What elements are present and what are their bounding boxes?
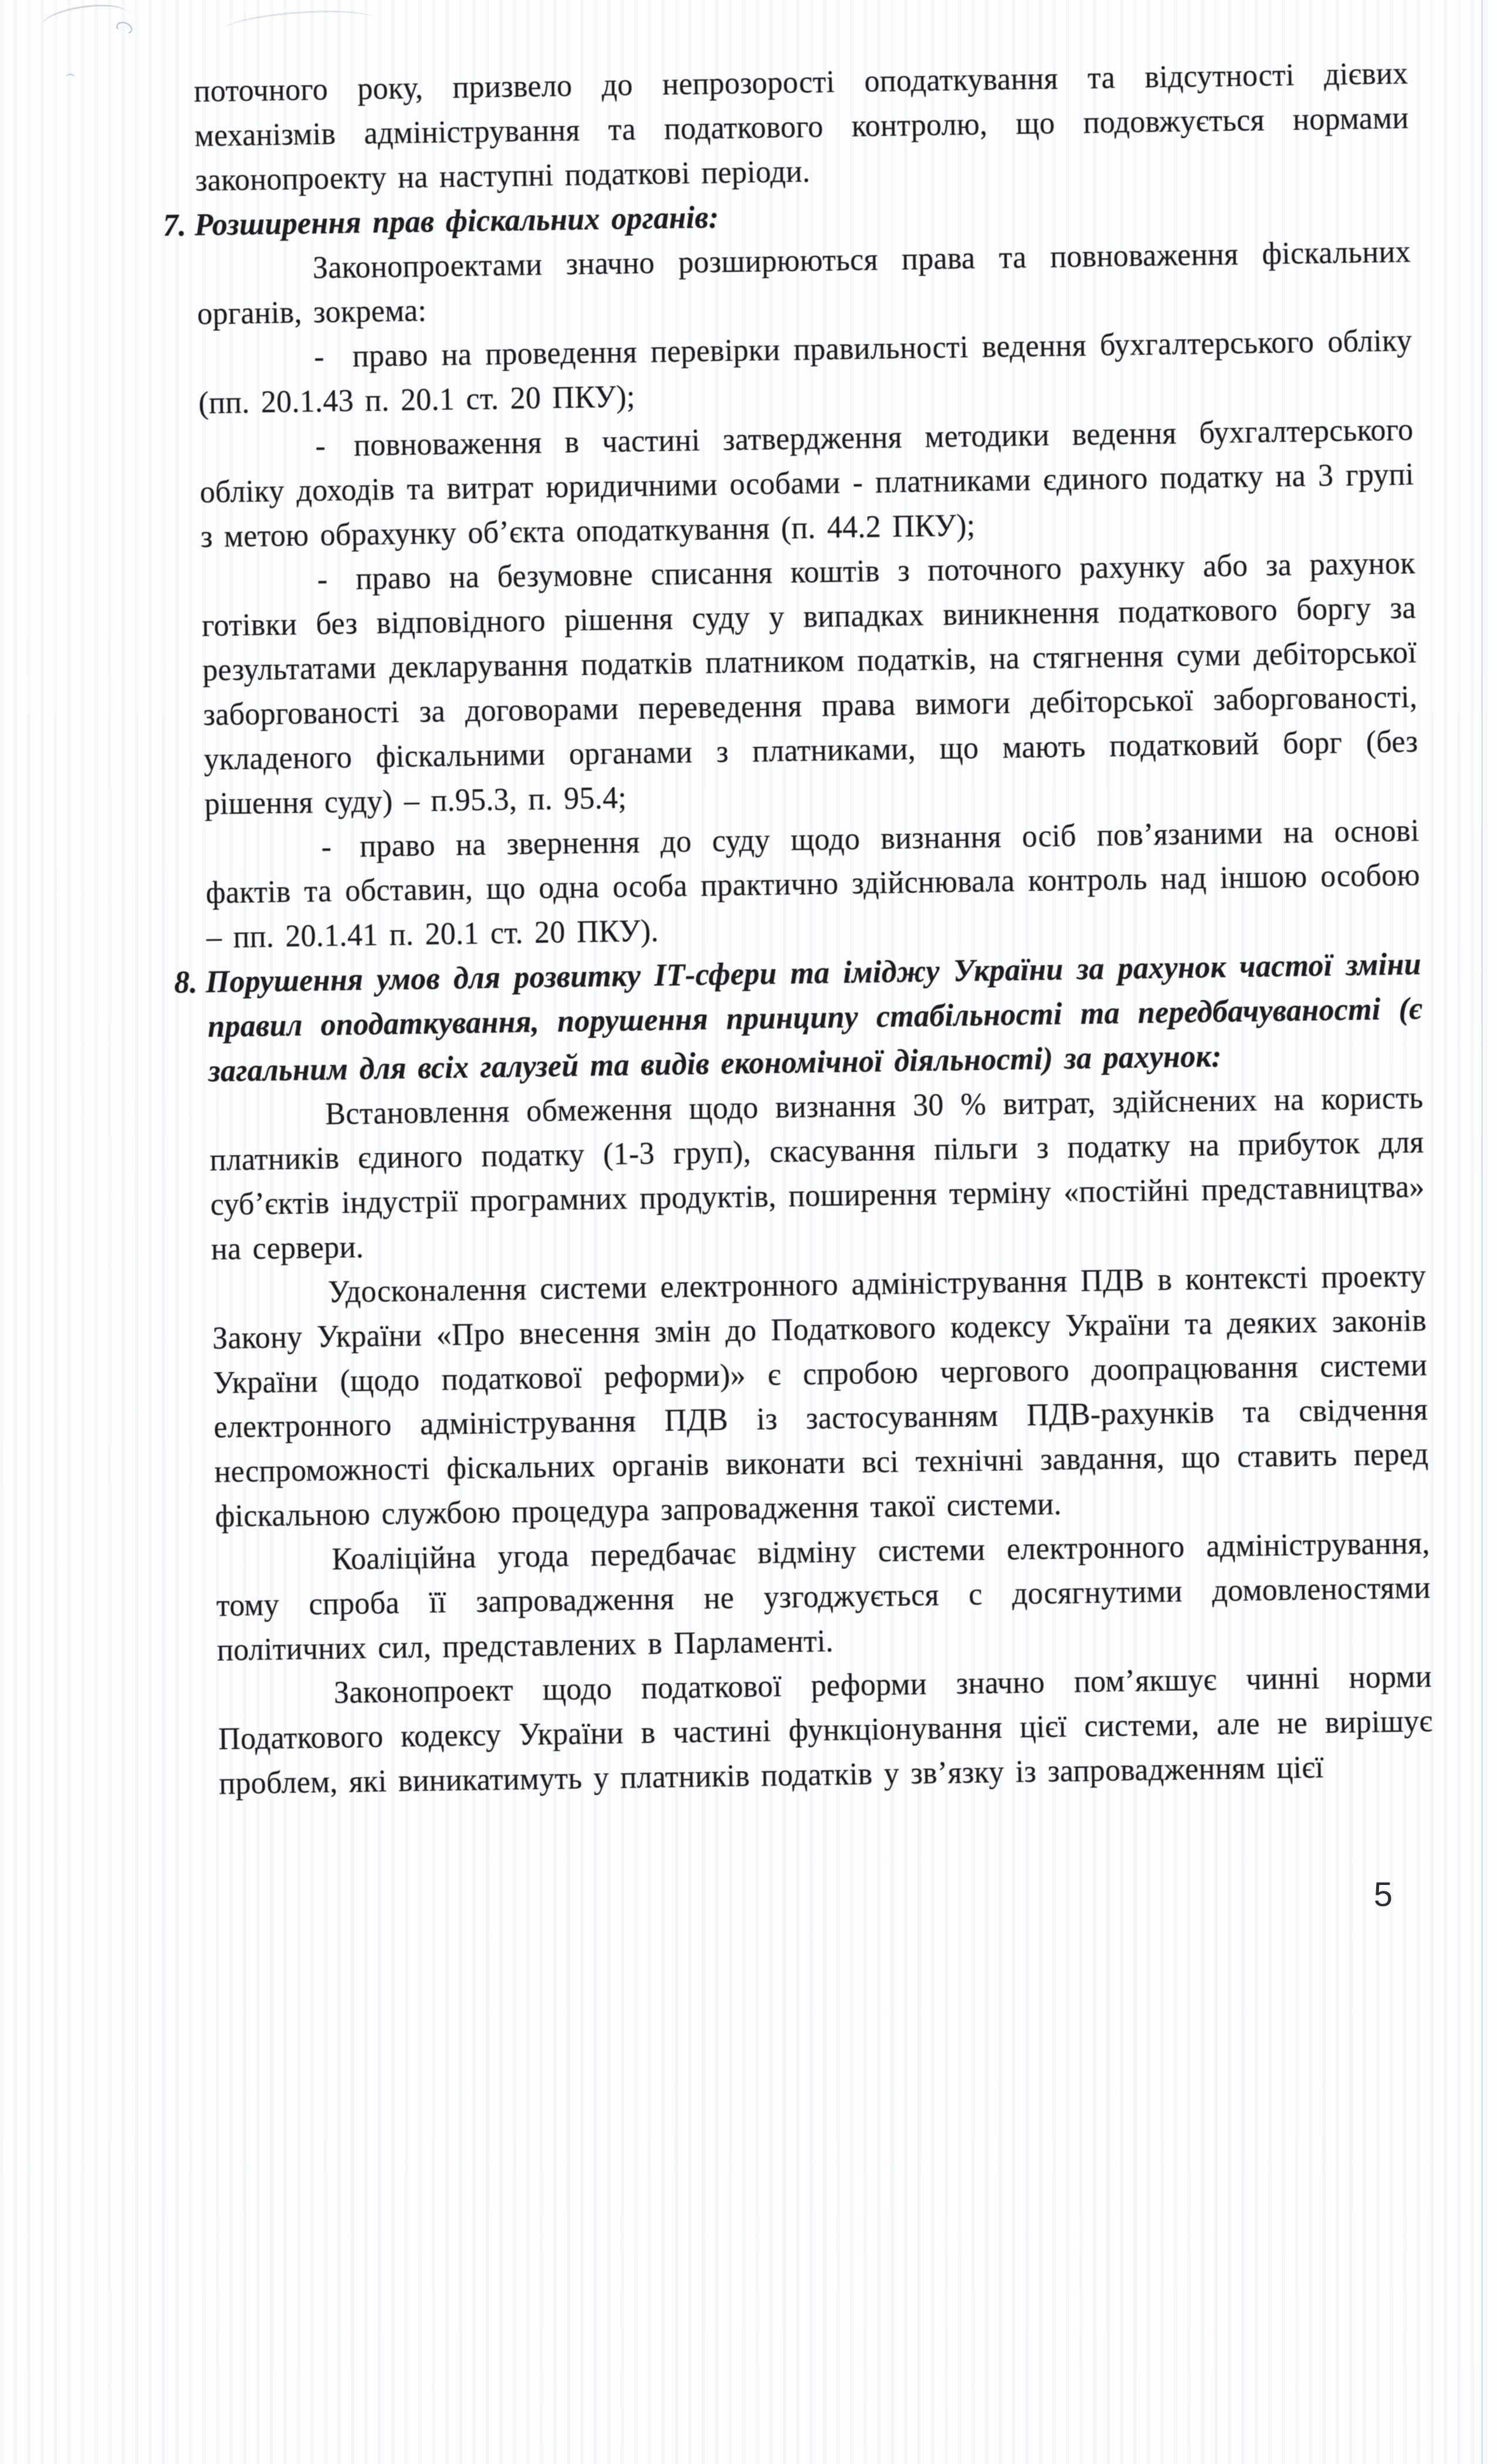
paragraph: Коаліційна угода передбачає відміну системи електронного адміністрування, тому спроба її запровадження не узгоджується с досягнутими домовленостями політичних сил, представлених в Парламенті.: [216, 1525, 1431, 1668]
list-item: [199, 408, 1415, 559]
list-item: [205, 808, 1421, 960]
pen-mark-artifact: [115, 20, 134, 36]
section-heading-text: Розширення прав фіскальних органів:: [194, 199, 719, 243]
pen-mark-artifact: [66, 74, 75, 80]
scan-smudge-artifact: [39, 0, 130, 40]
bullet-dash: -: [315, 428, 326, 463]
scan-edge-streak: [1481, 0, 1483, 2464]
list-item-text: право на безумовне списання коштів з поточного рахунку або за рахунок готівки без відповідного рішення суду у випадках виникнення податкового боргу за результатами декларування податків платником податків, на стягнення суми дебіторської заборгованості за договорами переведення права вимоги дебіторської заборгованості, укладеного фіскальними органами з платниками, що мають податковий борг (без рішення суду) – п.95.3, п. 95.4;: [201, 546, 1418, 822]
paragraph: Законопроектами значно розширюються права та повноваження фіскальних органів, зокрема:: [197, 234, 1411, 332]
list-item: [201, 541, 1419, 826]
list-item-text: право на проведення перевірки правильності ведення бухгалтерського обліку (пп. 20.1.43 п. 20.1 ст. 20 ПКУ);: [198, 323, 1413, 421]
list-item: [198, 319, 1413, 426]
paragraph: Встановлення обмеження щодо визнання 30 % витрат, здійснених на користь платників єдиного податку (1-3 груп), скасування пільги з податку на прибуток для суб’єктів індустрії програмних продуктів, поширення терміну «постійні представництва» на сервери.: [209, 1080, 1425, 1267]
paragraph-continuation: поточного року, призвело до непрозорості оподаткування та відсутності дієвих механізмів адміністрування та податкового контролю, що подовжується нормами законопроекту на наступні податкові періоди.: [194, 56, 1409, 198]
bullet-dash: -: [313, 339, 325, 375]
scan-smudge-artifact: [222, 6, 377, 43]
bullet-gap: [328, 589, 356, 590]
bullet-dash: -: [317, 562, 328, 597]
section-heading-8: [174, 942, 1423, 1094]
item-number: 7.: [162, 208, 187, 243]
section-heading-text: Порушення умов для розвитку ІТ-сфери та іміджу України за рахунок частої зміни правил оподаткування, порушення принципу стабільності та передбачуваності (є загальним для всіх галузей та видів економічної діяльності) за рахунок:: [205, 946, 1423, 1089]
paragraph: Законопроект щодо податкової реформи значно пом’якшує чинні норми Податкового кодексу України в частині функціонування цієї системи, але не вирішує проблем, які виникатимуть у платників податків у зв’язку із запровадженням цієї: [218, 1659, 1433, 1802]
item-number: 8.: [174, 964, 198, 1000]
bullet-gap: [326, 455, 354, 456]
document-text-block: [162, 51, 1434, 1806]
list-item-text: повноваження в частині затвердження методики ведення бухгалтерського обліку доходів та витрат юридичними особами - платниками єдиного податку на 3 групі з метою обрахунку об’єкта оподаткування (п. 44.2 ПКУ);: [199, 412, 1414, 554]
paragraph: Удосконалення системи електронного адміністрування ПДВ в контексті проекту Закону України «Про внесення змін до Податкового кодексу України та деяких законів України (щодо податкової реформи)» є спробою чергового доопрацювання системи електронного адміністрування ПДВ із застосуванням ПДВ-рахунків та свідчення неспроможності фіскальних органів виконати всі технічні завдання, що ставить перед фіскальною службою процедура запровадження такої системи.: [212, 1258, 1429, 1534]
bullet-dash: -: [321, 829, 332, 865]
page-number: 5: [1373, 1876, 1393, 1914]
list-item-text: право на звернення до суду щодо визнання осіб пов’язаними на основі фактів та обставин, що одна особа практично здійснювала контроль над іншою особою – пп. 20.1.41 п. 20.1 ст. 20 ПКУ).: [205, 813, 1421, 955]
